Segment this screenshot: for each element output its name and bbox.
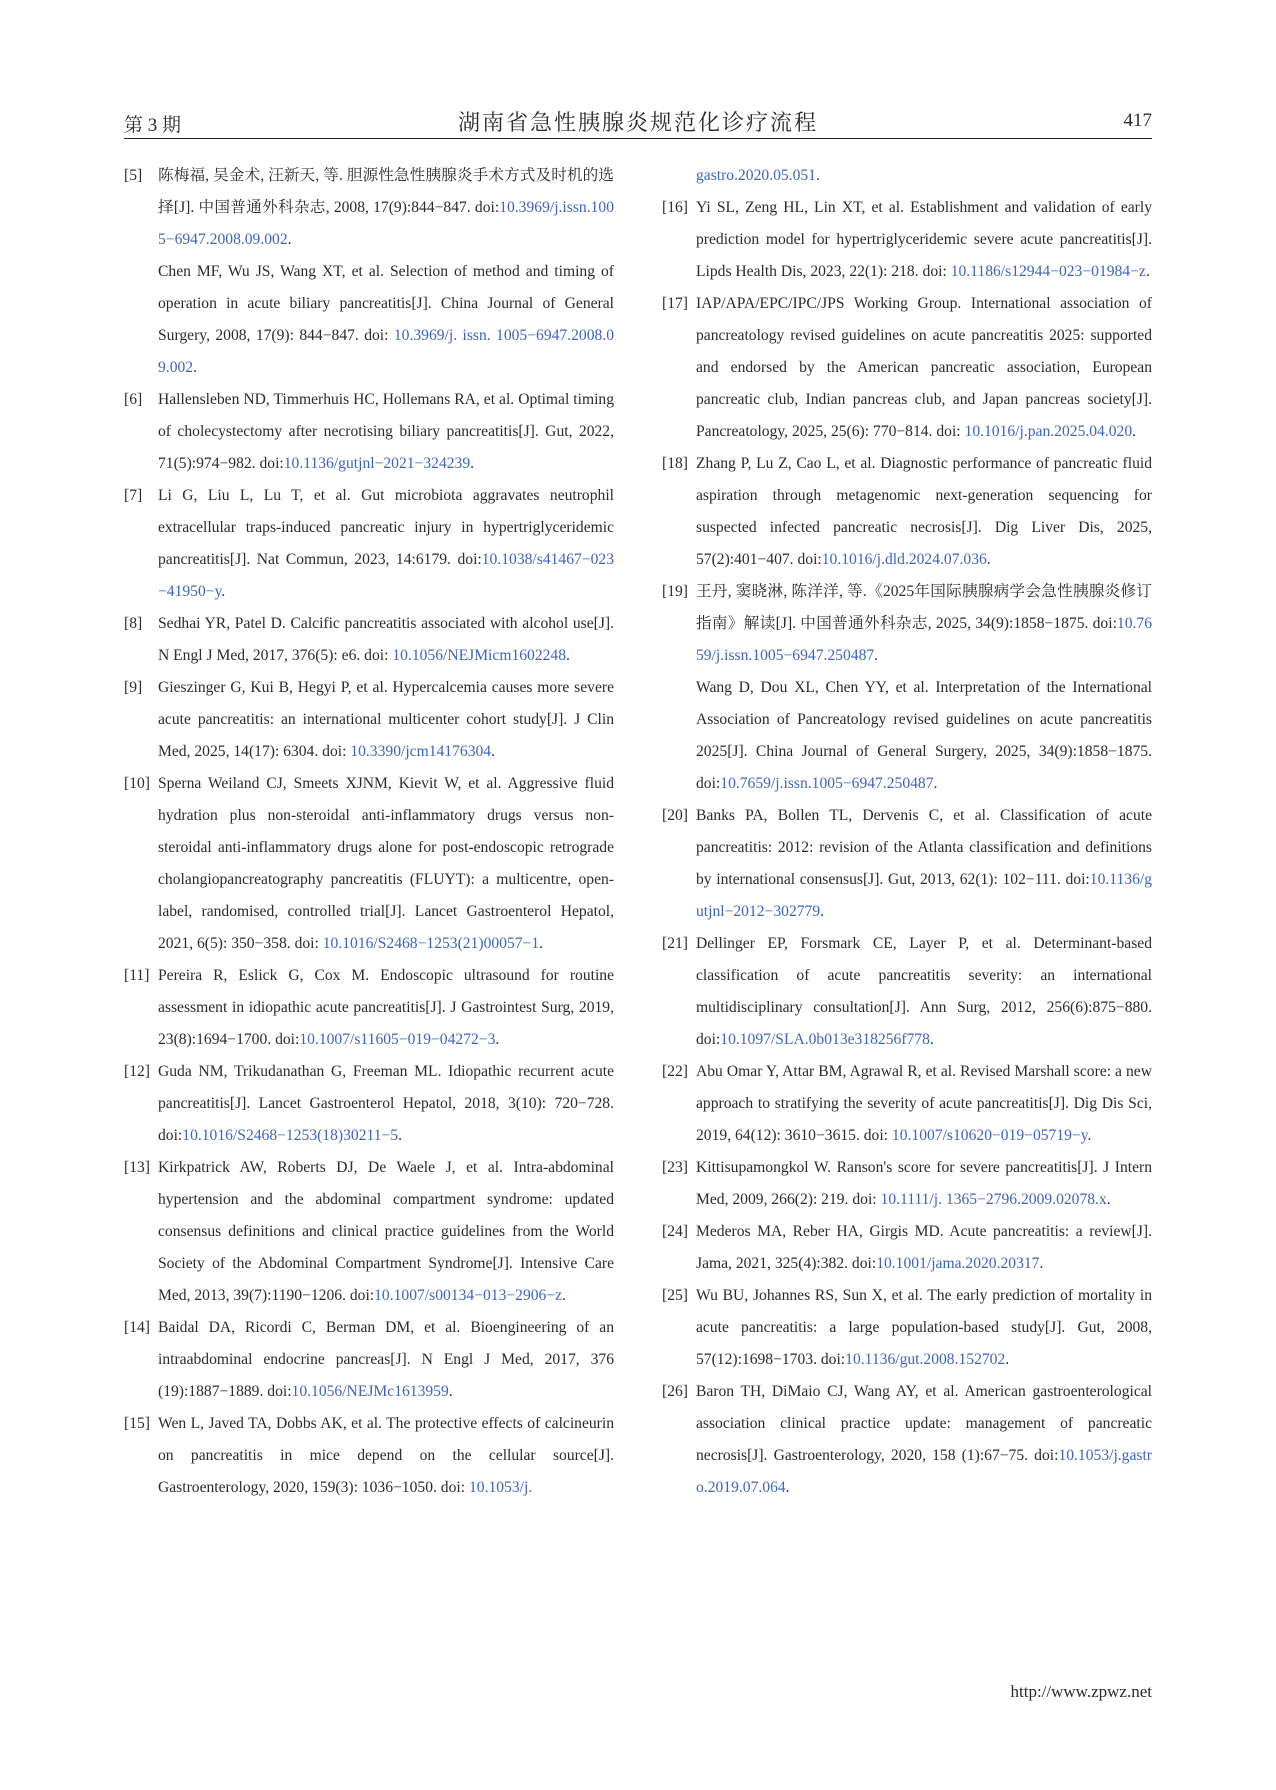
reference-item: [124, 608, 614, 672]
reference-end-punct: .: [785, 1479, 790, 1496]
reference-end-punct: .: [929, 1031, 934, 1048]
reference-item: [124, 1408, 614, 1504]
reference-text: Dellinger EP, Forsmark CE, Layer P, et al. Determinant-based classification of acute pancreatitis severity: an international multidisciplinary consultation[J]. Ann Surg, 2012, 256(6):875−880. doi:: [696, 935, 1152, 1048]
doi-link[interactable]: 10.1038/s41467−023−41950−y: [158, 551, 614, 600]
reference-end-punct: .: [398, 1127, 403, 1144]
reference-end-punct: .: [448, 1383, 453, 1400]
running-header: [124, 104, 1152, 139]
doi-link[interactable]: 10.1007/s00134−013−2906−z: [374, 1287, 563, 1304]
reference-item: [662, 1056, 1152, 1152]
doi-link[interactable]: 10.1136/gutjnl−2012−302779: [696, 871, 1152, 920]
reference-number: [19]: [662, 583, 688, 600]
reference-text: Kirkpatrick AW, Roberts DJ, De Waele J, et al. Intra-abdominal hypertension and the abdominal compartment syndrome: updated consensus definitions and clinical practice guidelines from the World Society of the Abdominal Compartment Syndrome[J]. Intensive Care Med, 2013, 39(7):1190−1206. doi:: [158, 1159, 614, 1304]
reference-end-punct: .: [193, 359, 197, 376]
reference-text: Baron TH, DiMaio CJ, Wang AY, et al. American gastroenterological association clinical practice update: management of pancreatic necrosis[J]. Gastroenterology, 2020, 158 (1):67−75. doi:: [696, 1383, 1152, 1464]
doi-link[interactable]: 10.1097/SLA.0b013e318256f778: [720, 1031, 930, 1048]
reference-item: [124, 160, 614, 384]
reference-text: Guda NM, Trikudanathan G, Freeman ML. Idiopathic recurrent acute pancreatitis[J]. Lancet Gastroenterol Hepatol, 2018, 3(10): 720−728. doi:: [158, 1063, 614, 1144]
references-column-right: [662, 160, 1152, 1504]
doi-link[interactable]: 10.7659/j.issn.1005−6947.250487: [696, 615, 1152, 664]
doi-link[interactable]: 10.1056/NEJMicm1602248: [392, 647, 567, 664]
reference-text: 王丹, 窦晓淋, 陈洋洋, 等.《2025年国际胰腺病学会急性胰腺炎修订指南》解读[J]. 中国普通外科杂志, 2025, 34(9):1858−1875. doi:: [696, 583, 1152, 632]
references-column-left: [124, 160, 614, 1504]
doi-link[interactable]: 10.1001/jama.2020.20317: [876, 1255, 1040, 1272]
reference-text: Sperna Weiland CJ, Smeets XJNM, Kievit W, et al. Aggressive fluid hydration plus non-steroidal anti-inflammatory drugs versus non-steroidal anti-inflammatory drugs alone for post-endoscopic retrograde cholangiopancreatography pancreatitis (FLUYT): a multicentre, open-label, randomised, controlled trial[J]. Lancet Gastroenterol Hepatol, 2021, 6(5): 350−358. doi:: [158, 775, 614, 952]
reference-end-punct: .: [539, 935, 544, 952]
reference-item: [662, 1152, 1152, 1216]
translation-text: Chen MF, Wu JS, Wang XT, et al. Selection of method and timing of operation in acute biliary pancreatitis[J]. China Journal of General Surgery, 2008, 17(9): 844−847. doi:: [158, 263, 614, 344]
reference-text: Li G, Liu L, Lu T, et al. Gut microbiota aggravates neutrophil extracellular traps-induced pancreatic injury in hypertriglyceridemic pancreatitis[J]. Nat Commun, 2023, 14:6179. doi:: [158, 487, 614, 568]
doi-link[interactable]: 10.1016/S2468−1253(21)00057−1: [322, 935, 540, 952]
reference-text: Zhang P, Lu Z, Cao L, et al. Diagnostic performance of pancreatic fluid aspiration through metagenomic next-generation sequencing for suspected infected pancreatic necrosis[J]. Dig Liver Dis, 2025, 57(2):401−407. doi:: [696, 455, 1152, 568]
doi-link[interactable]: 10.1053/j.: [468, 1479, 533, 1496]
reference-text: Baidal DA, Ricordi C, Berman DM, et al. Bioengineering of an intraabdominal endocrine pancreas[J]. N Engl J Med, 2017, 376 (19):1887−1889. doi:: [158, 1319, 614, 1400]
reference-number: [9]: [124, 679, 143, 696]
doi-link[interactable]: 10.1056/NEJMc1613959: [291, 1383, 449, 1400]
reference-text: 陈梅福, 吴金术, 汪新天, 等. 胆源性急性胰腺炎手术方式及时机的选择[J]. 中国普通外科杂志, 2008, 17(9):844−847. doi:: [158, 167, 614, 216]
reference-item: [662, 160, 1152, 192]
reference-number: [20]: [662, 807, 688, 824]
doi-link[interactable]: 10.1186/s12944−023−01984−z: [950, 263, 1146, 280]
reference-item: [124, 1152, 614, 1312]
reference-end-punct: .: [495, 1031, 500, 1048]
reference-end-punct: .: [287, 231, 292, 248]
reference-end-punct: .: [1087, 1127, 1092, 1144]
doi-link[interactable]: 10.3390/jcm14176304: [350, 743, 492, 760]
reference-item: [124, 768, 614, 960]
reference-text: Sedhai YR, Patel D. Calcific pancreatitis associated with alcohol use[J]. N Engl J Med, 2017, 376(5): e6. doi:: [158, 615, 614, 664]
page-number: 417: [1123, 110, 1152, 131]
reference-item: [662, 192, 1152, 288]
reference-end-punct: .: [820, 903, 825, 920]
reference-text: Kittisupamongkol W. Ranson's score for severe pancreatitis[J]. J Intern Med, 2009, 266(2): 219. doi:: [696, 1159, 1152, 1208]
reference-number: [11]: [124, 967, 150, 984]
reference-number: [8]: [124, 615, 143, 632]
reference-end-punct: .: [1106, 1191, 1111, 1208]
reference-translation: [696, 672, 1152, 800]
reference-item: [662, 800, 1152, 928]
doi-link[interactable]: 10.1111/j. 1365−2796.2009.02078.x: [880, 1191, 1107, 1208]
reference-text: Wen L, Javed TA, Dobbs AK, et al. The protective effects of calcineurin on pancreatitis in mice depend on the cellular source[J]. Gastroenterology, 2020, 159(3): 1036−1050. doi:: [158, 1415, 614, 1496]
doi-link[interactable]: 10.7659/j.issn.1005−6947.250487: [720, 775, 934, 792]
reference-end-punct: .: [1039, 1255, 1044, 1272]
reference-text: IAP/APA/EPC/IPC/JPS Working Group. International association of pancreatology revised guidelines on acute pancreatitis 2025: supported and endorsed by the American pancreatic association, European pancreatic club, Indian pancreas club, and Japan pancreas society[J]. Pancreatology, 2025, 25(6): 770−814. doi:: [696, 295, 1152, 440]
reference-end-punct: .: [566, 647, 570, 664]
reference-end-punct: .: [874, 647, 879, 664]
footer-url: http://www.zpwz.net: [1010, 1682, 1152, 1701]
doi-link[interactable]: 10.1136/gutjnl−2021−324239: [283, 455, 471, 472]
reference-text: Abu Omar Y, Attar BM, Agrawal R, et al. Revised Marshall score: a new approach to stratifying the severity of acute pancreatitis[J]. Dig Dis Sci, 2019, 64(12): 3610−3615. doi:: [696, 1063, 1152, 1144]
reference-number: [24]: [662, 1223, 688, 1240]
reference-number: [17]: [662, 295, 688, 312]
reference-end-punct: .: [986, 551, 991, 568]
reference-end-punct: .: [221, 583, 226, 600]
reference-item: [662, 576, 1152, 800]
reference-item: [124, 1056, 614, 1152]
reference-number: [23]: [662, 1159, 688, 1176]
reference-number: [7]: [124, 487, 143, 504]
reference-end-punct: .: [933, 775, 938, 792]
reference-text: Wu BU, Johannes RS, Sun X, et al. The early prediction of mortality in acute pancreatitis: a large population-based study[J]. Gut, 2008, 57(12):1698−1703. doi:: [696, 1287, 1152, 1368]
doi-link[interactable]: 10.1007/s10620−019−05719−y: [891, 1127, 1088, 1144]
reference-number: [18]: [662, 455, 688, 472]
doi-link[interactable]: 10.1016/j.dld.2024.07.036: [821, 551, 987, 568]
reference-end-punct: .: [470, 455, 475, 472]
reference-item: [662, 1280, 1152, 1376]
reference-item: [124, 480, 614, 608]
reference-text: Banks PA, Bollen TL, Dervenis C, et al. Classification of acute pancreatitis: 2012: revision of the Atlanta classification and definitions by international consensus[J]. Gut, 2013, 62(1): 102−111. doi:: [696, 807, 1152, 888]
reference-text: Pereira R, Eslick G, Cox M. Endoscopic ultrasound for routine assessment in idiopathic acute pancreatitis[J]. J Gastrointest Surg, 2019, 23(8):1694−1700. doi:: [158, 967, 614, 1048]
reference-text: Yi SL, Zeng HL, Lin XT, et al. Establishment and validation of early prediction model for hypertriglyceridemic severe acute pancreatitis[J]. Lipds Health Dis, 2023, 22(1): 218. doi:: [696, 199, 1152, 280]
reference-number: [16]: [662, 199, 688, 216]
reference-number: [15]: [124, 1415, 150, 1432]
translation-text: Wang D, Dou XL, Chen YY, et al. Interpretation of the International Association of Pancreatology revised guidelines on acute pancreatitis 2025[J]. China Journal of General Surgery, 2025, 34(9):1858−1875. doi:: [696, 679, 1152, 792]
doi-link[interactable]: 10.1016/j.pan.2025.04.020: [964, 423, 1133, 440]
doi-link[interactable]: 10.1007/s11605−019−04272−3: [299, 1031, 496, 1048]
reference-end-punct: .: [1145, 263, 1150, 280]
reference-item: [662, 1216, 1152, 1280]
doi-link[interactable]: 10.3969/j.issn.1005−6947.2008.09.002: [158, 199, 614, 248]
doi-link[interactable]: 10.3969/j. issn. 1005−6947.2008.09.002: [158, 327, 614, 376]
reference-end-punct: .: [1005, 1351, 1010, 1368]
reference-item: [124, 672, 614, 768]
reference-item: [662, 448, 1152, 576]
reference-number: [12]: [124, 1063, 150, 1080]
doi-link[interactable]: 10.1053/j.gastro.2019.07.064: [696, 1447, 1152, 1496]
reference-number: [14]: [124, 1319, 150, 1336]
reference-translation: [158, 256, 614, 384]
doi-link[interactable]: 10.1136/gut.2008.152702: [845, 1351, 1006, 1368]
doi-link[interactable]: gastro.2020.05.051: [696, 167, 816, 184]
reference-item: [662, 928, 1152, 1056]
reference-text: Mederos MA, Reber HA, Girgis MD. Acute pancreatitis: a review[J]. Jama, 2021, 325(4):382. doi:: [696, 1223, 1152, 1272]
reference-end-punct: .: [1132, 423, 1137, 440]
reference-end-punct: .: [815, 167, 820, 184]
reference-item: [124, 960, 614, 1056]
doi-link[interactable]: 10.1016/S2468−1253(18)30211−5: [182, 1127, 399, 1144]
reference-item: [662, 1376, 1152, 1504]
reference-item: [124, 1312, 614, 1408]
reference-text: Hallensleben ND, Timmerhuis HC, Hollemans RA, et al. Optimal timing of cholecystectomy after necrotising biliary pancreatitis[J]. Gut, 2022, 71(5):974−982. doi:: [158, 391, 614, 472]
reference-item: [662, 288, 1152, 448]
reference-number: [5]: [124, 167, 143, 184]
reference-end-punct: .: [562, 1287, 566, 1304]
reference-item: [124, 384, 614, 480]
issue-label: 第 3 期: [124, 115, 182, 136]
reference-number: [25]: [662, 1287, 688, 1304]
reference-number: [6]: [124, 391, 143, 408]
journal-section-title: 湖南省急性胰腺炎规范化诊疗流程: [457, 110, 818, 135]
reference-end-punct: .: [491, 743, 495, 760]
reference-number: [22]: [662, 1063, 688, 1080]
reference-number: [13]: [124, 1159, 150, 1176]
reference-number: [10]: [124, 775, 150, 792]
reference-number: [21]: [662, 935, 688, 952]
reference-text: Gieszinger G, Kui B, Hegyi P, et al. Hypercalcemia causes more severe acute pancreatitis: an international multicenter cohort study[J]. J Clin Med, 2025, 14(17): 6304. doi:: [158, 679, 614, 760]
reference-number: [26]: [662, 1383, 688, 1400]
